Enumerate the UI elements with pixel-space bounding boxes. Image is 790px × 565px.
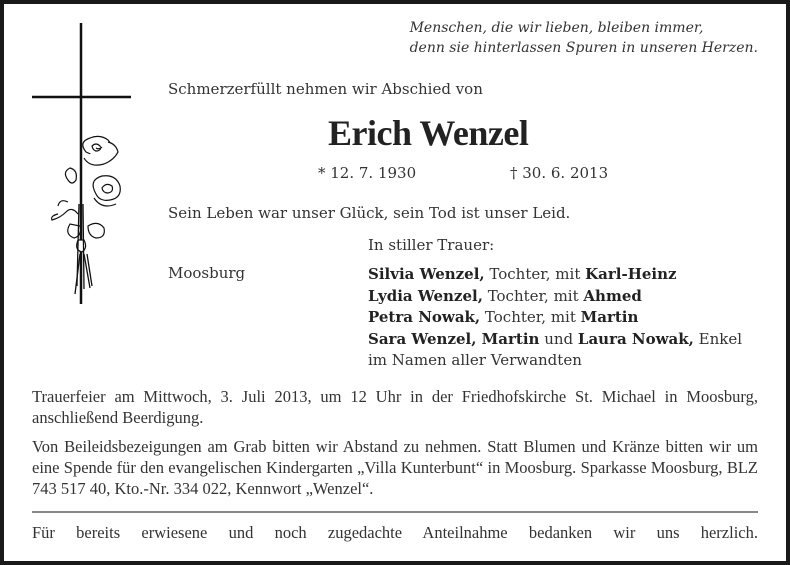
mourner-relation: Tochter, mit [482, 286, 584, 305]
cross-with-roses-icon [4, 4, 144, 314]
life-motto: Sein Leben war unser Glück, sein Tod ist unser Leid. [168, 204, 571, 222]
birth-date: * 12. 7. 1930 [318, 164, 417, 182]
motto-line-1: Menschen, die wir lieben, bleiben immer, [409, 20, 704, 36]
mourner-entry [368, 286, 742, 308]
motto-quote [410, 18, 758, 58]
deceased-name: Erich Wenzel [328, 113, 529, 153]
death-date: † 30. 6. 2013 [510, 164, 609, 182]
mourning-label: In stiller Trauer: [368, 236, 495, 254]
mourner-name: Laura Nowak, [577, 329, 694, 348]
mourner-entry [368, 329, 742, 351]
donation-info: Von Beileidsbezeigungen am Grab bitten wir Abstand zu nehmen. Statt Blumen und Kränze bitten wir um eine Spende für den evangelischen Kindergarten „Villa Kunterbunt“ in Moosburg. Sparkasse Moosburg, BLZ 743 517 40, Kto.-Nr. 334 022, Kennwort „Wenzel“. [32, 437, 758, 498]
mourner-name: Petra Nowak, [368, 308, 481, 326]
mourner-relation: Tochter, mit [484, 265, 586, 283]
mourner-partner: Martin [580, 308, 639, 326]
motto-line-2: denn sie hinterlassen Spuren in unseren Herzen. [409, 40, 758, 56]
mourner-entry [368, 264, 742, 286]
mourner-entry [368, 307, 742, 329]
mourner-name: Silvia Wenzel, [368, 265, 485, 283]
mourners-list [368, 264, 742, 372]
mourner-relatives: im Namen aller Verwandten [368, 351, 582, 369]
divider [32, 511, 758, 513]
mourner-partner: Ahmed [583, 286, 642, 305]
mourner-partner: Karl-Heinz [585, 265, 677, 283]
place-name: Moosburg [168, 264, 246, 282]
mourner-connector: und [539, 329, 578, 348]
mourner-name: Sara Wenzel, Martin [368, 329, 540, 348]
mourner-entry [368, 350, 742, 372]
mourner-name: Lydia Wenzel, [368, 286, 483, 305]
intro-text: Schmerzerfüllt nehmen wir Abschied von [168, 80, 483, 98]
mourner-relation: Enkel [693, 329, 743, 348]
thanks-text: Für bereits erwiesene und noch zugedachte Anteilnahme bedanken wir uns herzlich. [32, 523, 758, 542]
mourner-relation: Tochter, mit [480, 308, 581, 326]
obituary-notice [4, 4, 786, 561]
funeral-info: Trauerfeier am Mittwoch, 3. Juli 2013, um 12 Uhr in der Friedhofskirche St. Michael in Moosburg, anschließend Beerdigung. [32, 387, 758, 427]
